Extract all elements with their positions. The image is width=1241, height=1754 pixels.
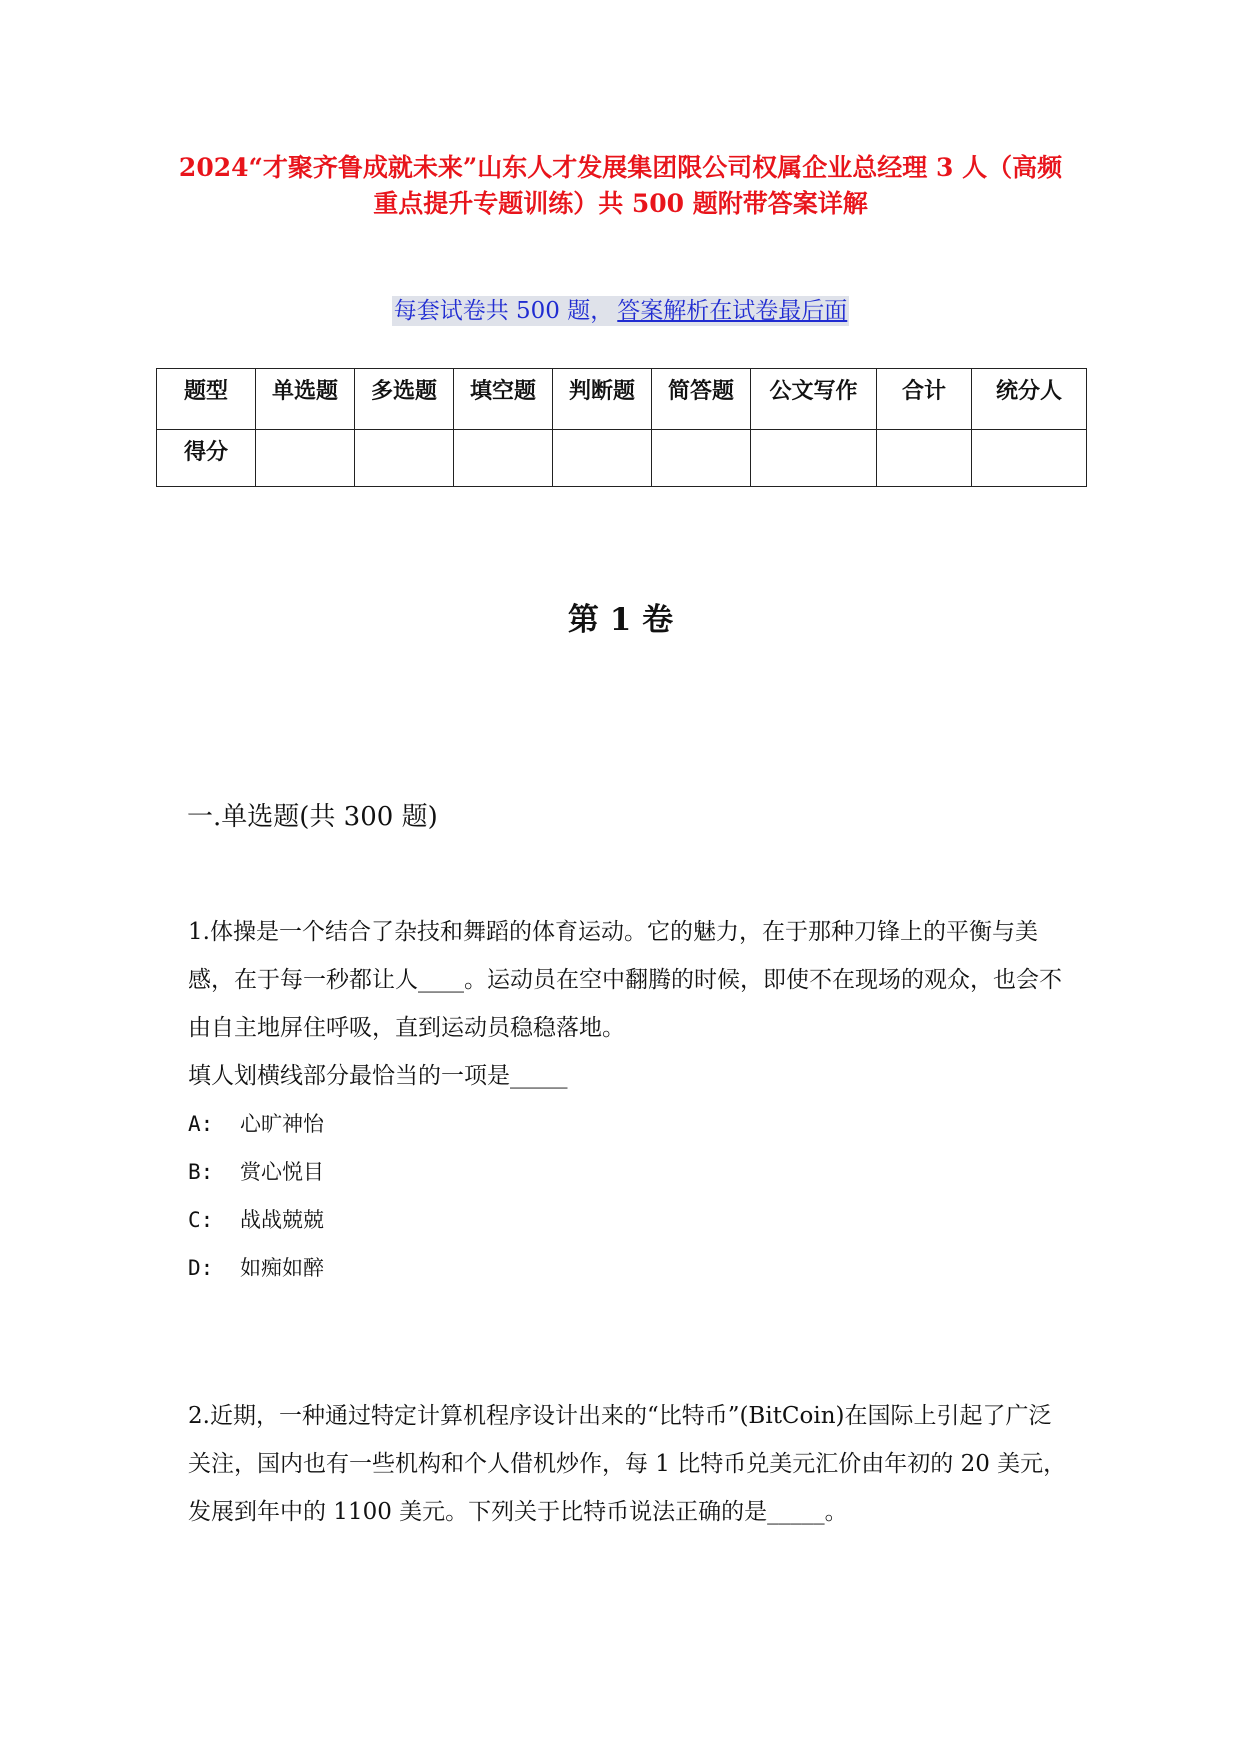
score-cell xyxy=(652,430,751,487)
header-cell: 题型 xyxy=(157,369,256,430)
score-row-label: 得分 xyxy=(157,430,256,487)
option-d[interactable] xyxy=(188,1244,1068,1292)
header-cell: 多选题 xyxy=(355,369,454,430)
option-key: A: xyxy=(188,1112,214,1136)
question-1-prompt: 填人划横线部分最恰当的一项是_____ xyxy=(188,1063,568,1089)
subtitle-prefix: 每套试卷共 500 题， xyxy=(393,298,614,324)
option-a[interactable] xyxy=(188,1100,1068,1148)
option-key: B: xyxy=(188,1160,214,1184)
header-cell: 简答题 xyxy=(652,369,751,430)
header-cell: 合计 xyxy=(877,369,972,430)
question-1-text: 1.体操是一个结合了杂技和舞蹈的体育运动。它的魅力，在于那种刀锋上的平衡与美感，在于每一秒都让人____。运动员在空中翻腾的时候，即使不在现场的观众，也会不由自主地屏住呼吸，直到运动员稳稳落地。 xyxy=(188,919,1062,1041)
option-text: 如痴如醉 xyxy=(240,1256,324,1280)
option-text: 赏心悦目 xyxy=(240,1160,324,1184)
score-cell xyxy=(751,430,877,487)
score-cell xyxy=(877,430,972,487)
score-cell xyxy=(256,430,355,487)
option-key: C: xyxy=(188,1208,214,1232)
score-cell xyxy=(355,430,454,487)
volume-title: 第 1 卷 xyxy=(567,602,674,638)
question-2 xyxy=(188,1392,1068,1536)
score-table-score-row xyxy=(157,430,1087,487)
option-b[interactable] xyxy=(188,1148,1068,1196)
option-text: 战战兢兢 xyxy=(240,1208,324,1232)
header-cell: 统分人 xyxy=(972,369,1087,430)
score-table xyxy=(156,368,1087,487)
subtitle xyxy=(0,294,1241,328)
title-line-1: 2024“才聚齐鲁成就未来”山东人才发展集团限公司权属企业总经理 3 人（高频 xyxy=(178,153,1063,182)
question-2-text: 2.近期，一种通过特定计算机程序设计出来的“比特币”(BitCoin)在国际上引起了广泛关注，国内也有一些机构和个人借机炒作，每 1 比特币兑美元汇价由年初的 20 美元，发展到年中的 1100 美元。下列关于比特币说法正确的是_____。 xyxy=(188,1403,1067,1525)
option-key: D: xyxy=(188,1256,214,1280)
title-line-2: 重点提升专题训练）共 500 题附带答案详解 xyxy=(373,189,868,218)
score-table-header-row xyxy=(157,369,1087,430)
score-cell xyxy=(972,430,1087,487)
header-cell: 判断题 xyxy=(553,369,652,430)
score-cell xyxy=(454,430,553,487)
score-cell xyxy=(553,430,652,487)
option-text: 心旷神怡 xyxy=(240,1112,324,1136)
answer-location-link[interactable]: 答案解析在试卷最后面 xyxy=(617,298,848,324)
header-cell: 填空题 xyxy=(454,369,553,430)
header-cell: 单选题 xyxy=(256,369,355,430)
question-1 xyxy=(188,908,1068,1292)
document-title xyxy=(140,150,1101,222)
section-title: 一.单选题(共 300 题) xyxy=(187,802,438,832)
option-c[interactable] xyxy=(188,1196,1068,1244)
header-cell: 公文写作 xyxy=(751,369,877,430)
